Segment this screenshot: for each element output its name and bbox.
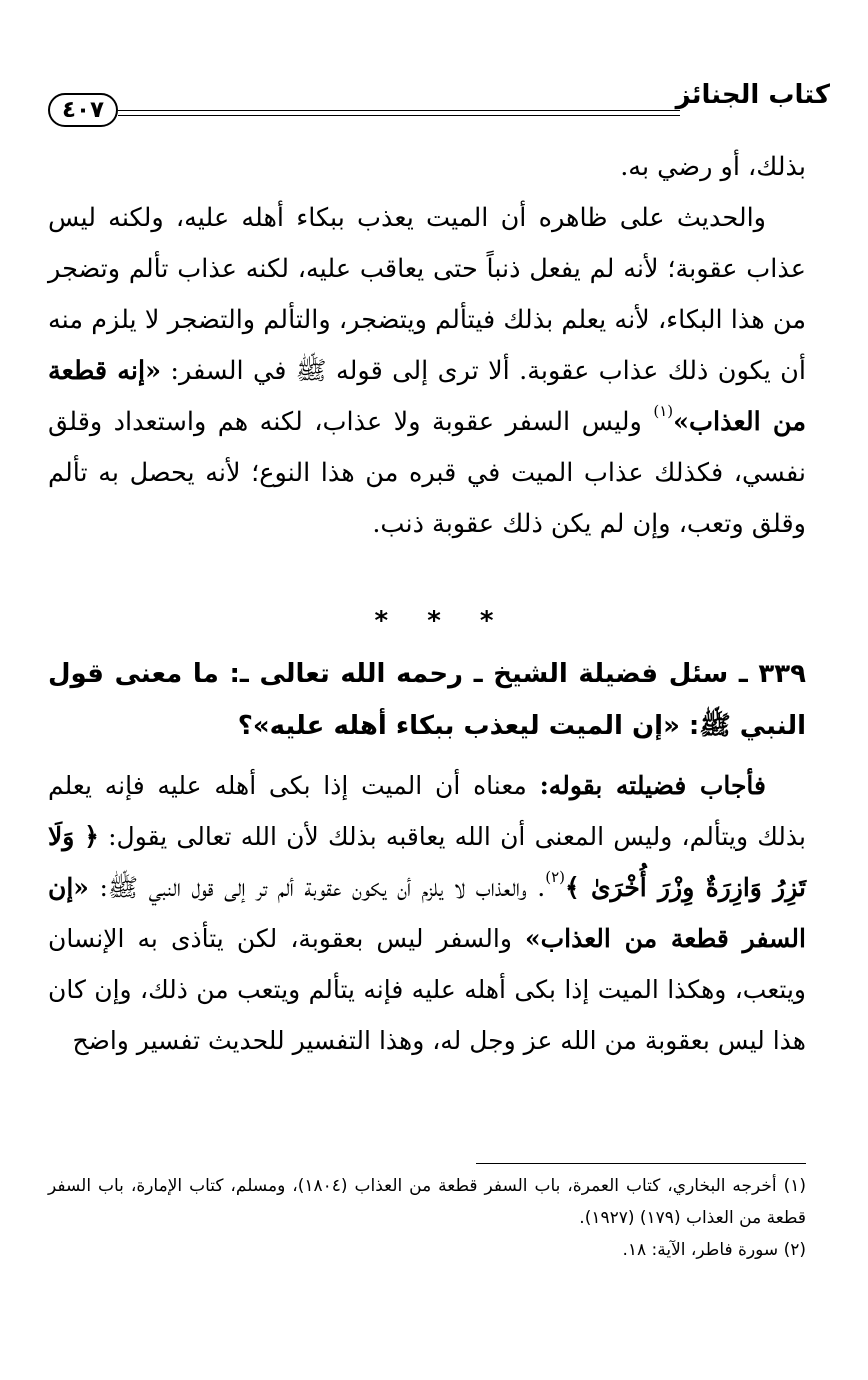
answer-lead: فأجاب فضيلته بقوله: bbox=[539, 771, 766, 800]
paragraph-2-text-b: وليس السفر عقوبة ولا عذاب، لكنه هم واستعداد وقلق نفسي، فكذلك عذاب الميت في قبره من هذا النوع؛ لأنه يحصل به تألم وقلق وتعب، وإن لم يكن ذلك عقوبة ذنب. bbox=[48, 407, 806, 539]
answer-hadith-quote: «إن السفر قطعة من العذاب» bbox=[48, 873, 806, 953]
answer-text-b: . والعذاب لا يلزم أن يكون عقوبة ألم تر إلى قول النبي ﷺ: bbox=[88, 873, 546, 902]
footnotes bbox=[48, 1170, 806, 1266]
section-separator: * * * bbox=[374, 606, 494, 636]
footnote-rule bbox=[476, 1163, 806, 1164]
answer-text-c: والسفر ليس بعقوبة، لكن يتأذى به الإنسان ويتعب، وهكذا الميت إذا بكى أهله عليه فإنه يتألم ويتعب من ذلك، وإن كان هذا ليس بعقوبة من الله عز وجل له، وهذا التفسير للحديث تفسير واضح bbox=[48, 924, 806, 1055]
answer-paragraph bbox=[48, 760, 806, 1066]
main-text bbox=[48, 142, 806, 550]
footnote-2: (٢) سورة فاطر، الآية: ١٨. bbox=[622, 1240, 806, 1260]
footnote-ref-2[interactable]: (٢) bbox=[545, 868, 566, 886]
footnote-ref-1[interactable]: (١) bbox=[653, 402, 674, 420]
quran-verse: ﴿ وَلَا تَزِرُ وَازِرَةٌ وِزْرَ أُخْرَىٰ ﴾ bbox=[48, 822, 807, 902]
question-heading: ٣٣٩ ـ سئل فضيلة الشيخ ـ رحمه الله تعالى ـ: ما معنى قول النبي ﷺ: «إن الميت ليعذب ببكاء أهله عليه»؟ bbox=[48, 659, 806, 741]
header-rule bbox=[118, 110, 680, 116]
hadith-quote: «إنه قطعة من العذاب» bbox=[48, 356, 806, 437]
paragraph-2 bbox=[48, 193, 806, 550]
running-head bbox=[40, 78, 830, 128]
footnote-1: (١) أخرجه البخاري، كتاب العمرة، باب السفر قطعة من العذاب (١٨٠٤)، ومسلم، كتاب الإمارة، باب السفر قطعة من العذاب (١٧٩) (١٩٢٧). bbox=[48, 1176, 806, 1228]
paragraph-2-text-a: والحديث على ظاهره أن الميت يعذب ببكاء أهله عليه، ولكنه ليس عذاب عقوبة؛ لأنه لم يفعل ذنباً حتى يعاقب عليه، لكنه عذاب تألم وتضجر من هذا البكاء، لأنه يعلم بذلك فيتألم ويتضجر، والتألم والتضجر لا يلزم منه أن يكون ذلك عذاب عقوبة. ألا ترى إلى قوله ﷺ في السفر: bbox=[48, 203, 806, 386]
page-number: ٤٠٧ bbox=[48, 93, 118, 127]
paragraph-1: بذلك، أو رضي به. bbox=[620, 152, 806, 182]
answer-text bbox=[48, 760, 806, 1066]
book-title: كتاب الجنائز bbox=[675, 80, 830, 110]
answer-text-a: معناه أن الميت إذا بكى أهله عليه فإنه يعلم بذلك ويتألم، وليس المعنى أن الله يعاقبه بذلك لأن الله تعالى يقول: bbox=[48, 771, 806, 851]
